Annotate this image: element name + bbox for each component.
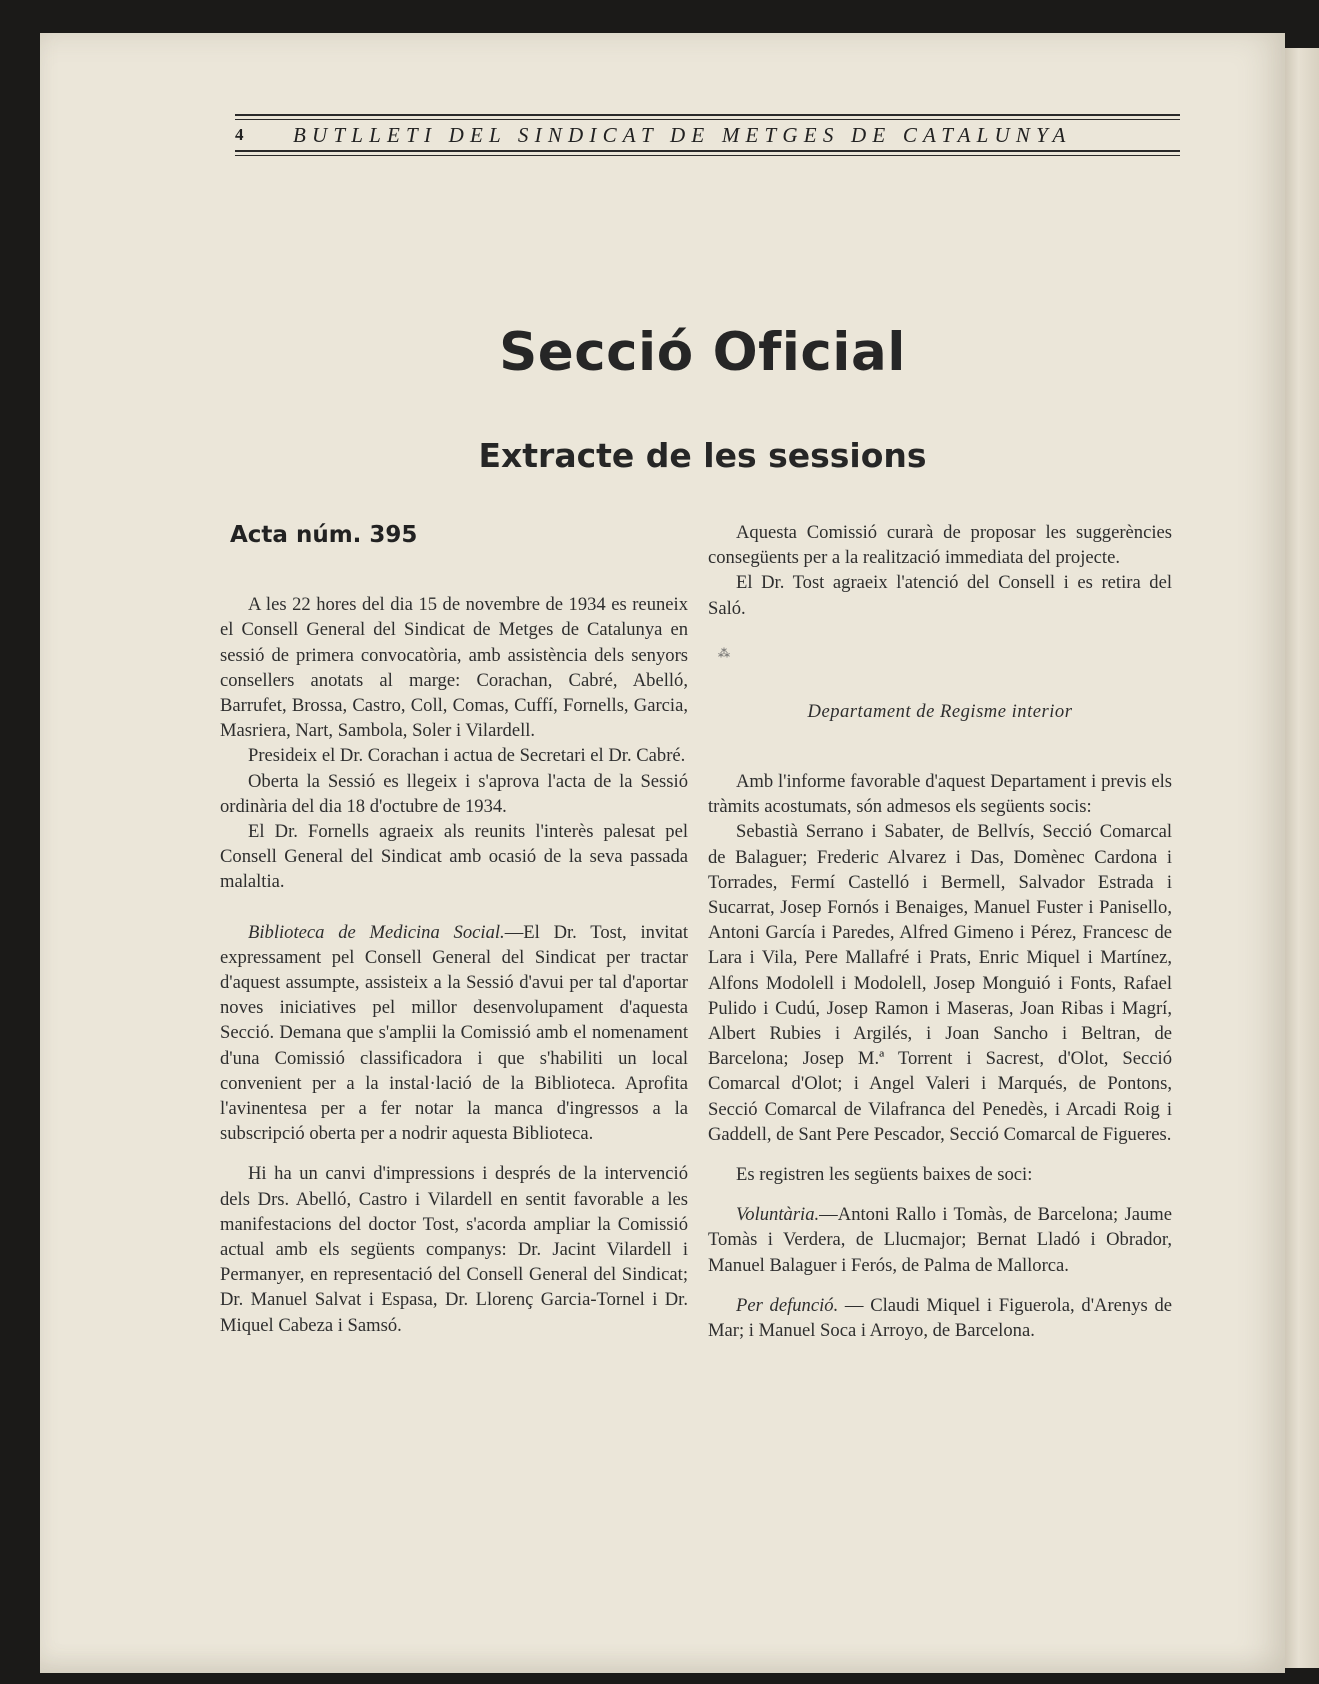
paragraph-biblioteca xyxy=(220,920,688,1147)
paragraph: Oberta la Sessió es llegeix i s'aprova l'acta de la Sessió ordinària del dia 18 d'octubre de 1934. xyxy=(220,770,688,817)
header-rule-bottom-thin xyxy=(235,155,1180,156)
department-heading: Departament de Regisme interior xyxy=(807,700,1073,722)
paragraph-lead: Biblioteca de Medicina Social. xyxy=(248,921,505,943)
paragraph-text: —El Dr. Tost, invitat expressament pel Consell General del Sindicat per tractar d'aquest assumpte, assisteix a la Sessió d'avui per tal d'aportar noves iniciatives pel millor desenvolupament d'aquesta Secció. Demana que s'amplii la Comissió amb el nomenament d'una Comissió classificadora i que s'habiliti un local convenient per a la instal·lació de la Biblioteca. Aprofita l'avinentesa per a fer notar la manca d'ingressos a la subscripció oberta per a nodrir aquesta Biblioteca. xyxy=(220,921,688,1145)
acta-heading: Acta núm. 395 xyxy=(230,522,418,548)
paragraph: Hi ha un canvi d'impressions i després de la intervenció dels Drs. Abelló, Castro i Vilardell en sentit favorable a les manifestacions del doctor Tost, s'acorda ampliar la Comissió actual amb els següents companys: Dr. Jacint Vilardell i Permanyer, en representació del Consell General del Sindicat; Dr. Manuel Salvat i Espasa, Dr. Llorenç Garcia-Tornel i Dr. Miquel Cabeza i Samsó. xyxy=(220,1163,688,1336)
running-header xyxy=(235,114,1180,156)
paragraph-text: —Antoni Rallo i Tomàs, de Barcelona; Jaume Tomàs i Verdera, de Llucmajor; Bernat Lladó i Obrador, Manuel Balaguer i Ferós, de Palma de Mallorca. xyxy=(708,1204,1172,1276)
section-subtitle: Extracte de les sessions xyxy=(478,436,927,475)
page-edge xyxy=(1285,48,1319,1668)
paragraph-member-list: Sebastià Serrano i Sabater, de Bellvís, Secció Comarcal de Balaguer; Frederic Alvarez i Das, Domènec Cardona i Torrades, Fermí Castelló i Bermell, Salvador Estrada i Sucarrat, Josep Fornós i Benaiges, Manuel Fuster i Panisello, Antoni García i Paredes, Alfred Gimeno i Pérez, Francesc de Lara i Vila, Pere Mallafré i Prats, Enric Miquel i Martínez, Alfons Modolell i Modolell, Josep Monguió i Fonts, Rafael Pulido i Cudú, Josep Ramon i Maseras, Joan Ribas i Magrí, Albert Rubies i Argilés, i Joan Sancho i Beltran, de Barcelona; Josep M.ª Torrent i Sacrest, d'Olot, Secció Comarcal d'Olot; i Angel Valeri i Marqués, de Pontons, Secció Comarcal de Vilafranca del Penedès, i Arcadi Roig i Gaddell, de Sant Pere Pescador, Secció Comarcal de Figueres. xyxy=(708,821,1172,1145)
paragraph: Presideix el Dr. Corachan i actua de Secretari el Dr. Cabré. xyxy=(248,745,686,767)
paragraph: Es registren les següents baixes de soci: xyxy=(736,1164,1033,1186)
paragraph-text: — Claudi Miquel i Figuerola, d'Arenys de Mar; i Manuel Soca i Arroyo, de Barcelona. xyxy=(708,1294,1173,1342)
paragraph-lead: Voluntària. xyxy=(736,1204,820,1226)
paragraph: A les 22 hores del dia 15 de novembre de 1934 es reuneix el Consell General del Sindicat de Metges de Catalunya en sessió de primera convocatòria, amb assistència dels senyors consellers anotats al marge: Corachan, Cabré, Abelló, Barrufet, Brossa, Castro, Coll, Comas, Cuffí, Fornells, Garcia, Masriera, Nart, Sambola, Soler i Vilardell. xyxy=(220,594,688,742)
right-column xyxy=(708,520,1172,1343)
header-rule-top xyxy=(235,114,1180,116)
left-column xyxy=(220,520,688,1338)
page-number: 4 xyxy=(235,125,244,144)
paragraph: Aquesta Comissió curarà de proposar les suggerències consegüents per a la realització immediata del projecte. xyxy=(708,522,1172,569)
header-rule-bottom xyxy=(235,150,1180,152)
paragraph: El Dr. Fornells agraeix als reunits l'interès palesat pel Consell General del Sindicat amb ocasió de la seva passada malaltia. xyxy=(220,821,688,893)
paragraph-defuncio xyxy=(708,1293,1172,1343)
paragraph: Amb l'informe favorable d'aquest Departament i previs els tràmits acostumats, són admesos els següents socis: xyxy=(708,771,1172,818)
paragraph-voluntaria xyxy=(708,1202,1172,1278)
paragraph: El Dr. Tost agraeix l'atenció del Consell i es retira del Saló. xyxy=(708,572,1172,619)
section-title: Secció Oficial xyxy=(499,322,906,383)
running-title: BUTLLETI DEL SINDICAT DE METGES DE CATALUNYA xyxy=(293,122,1072,147)
paragraph-lead: Per defunció. xyxy=(736,1294,839,1316)
ornament-mark: ⁂ xyxy=(718,645,730,660)
